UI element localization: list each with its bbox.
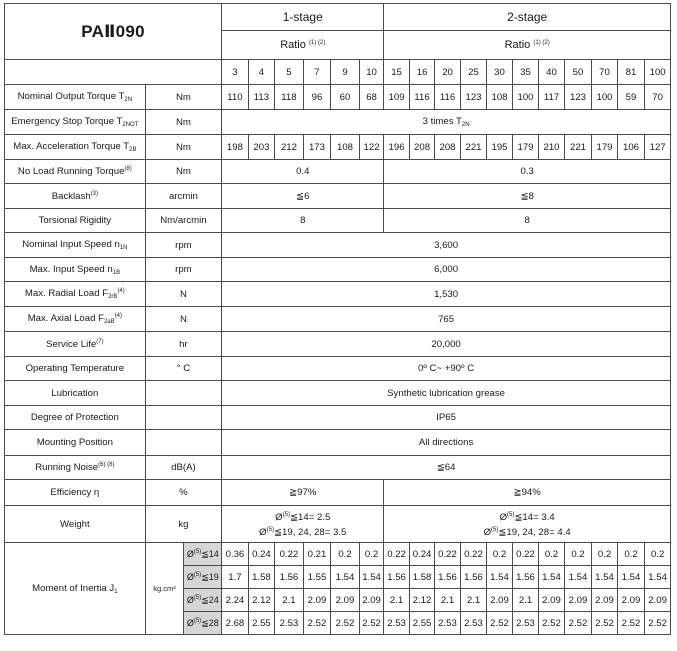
moi-cell: 1.54 <box>331 566 360 589</box>
mounting-value: All directions <box>222 430 671 456</box>
nominal-torque-cell: 100 <box>592 85 617 110</box>
moi-cell: 2.52 <box>359 612 384 635</box>
moi-cell: 2.24 <box>222 589 249 612</box>
moi-cell: 1.58 <box>409 566 434 589</box>
nominal-torque-cell: 100 <box>512 85 539 110</box>
lubrication-unit <box>145 381 221 406</box>
efficiency-stage2: ≧94% <box>384 480 671 506</box>
nominal-torque-cell: 59 <box>617 85 645 110</box>
axial-load-label: Max. Axial Load $F_{2aB}^{(4)}$ <box>5 307 146 332</box>
backlash-unit: arcmin <box>145 184 221 209</box>
ratio-cell: 40 <box>539 60 564 85</box>
emergency-stop-value: 3 times $T_{2N}$ <box>222 110 671 135</box>
emergency-stop-row <box>5 110 671 135</box>
moi-cell: 0.2 <box>331 543 360 566</box>
max-accel-torque-label: Max. Acceleration Torque $T_{2B}$ <box>5 135 146 160</box>
max-accel-torque-cell: 203 <box>248 135 275 160</box>
moi-cell: 2.12 <box>248 589 275 612</box>
backlash-stage1: ≦6 <box>222 184 384 209</box>
max-accel-torque-cell: 208 <box>409 135 434 160</box>
service-life-unit: hr <box>145 332 221 357</box>
moi-cell: 2.52 <box>592 612 617 635</box>
no-load-torque-stage2: 0.3 <box>384 160 671 184</box>
moi-cell: 0.2 <box>539 543 564 566</box>
moi-cell: 0.22 <box>275 543 304 566</box>
moi-cell: 1.54 <box>564 566 592 589</box>
moi-cell: 2.09 <box>359 589 384 612</box>
moi-cell: 0.2 <box>617 543 645 566</box>
protection-row <box>5 406 671 430</box>
moi-cell: 2.52 <box>539 612 564 635</box>
moi-cell: 1.56 <box>384 566 409 589</box>
moi-cell: 2.09 <box>303 589 331 612</box>
moi-cell: 1.56 <box>435 566 460 589</box>
backlash-stage2: ≦8 <box>384 184 671 209</box>
ratio-cell: 50 <box>564 60 592 85</box>
moi-cell: 1.58 <box>248 566 275 589</box>
no-load-torque-row <box>5 160 671 184</box>
shaft-size-cell: $Ø^{(5)}≦24$ <box>184 589 222 612</box>
moi-cell: 2.1 <box>384 589 409 612</box>
torsional-rigidity-row <box>5 209 671 233</box>
nominal-torque-cell: 116 <box>409 85 434 110</box>
moi-cell: 2.09 <box>539 589 564 612</box>
torsional-rigidity-label: Torsional Rigidity <box>5 209 146 233</box>
weight-stage1-line2: $Ø^{(5)}≦19$, 24, 28= 3.5 <box>259 527 347 538</box>
moi-cell: 1.55 <box>303 566 331 589</box>
torsional-rigidity-stage2: 8 <box>384 209 671 233</box>
max-accel-torque-cell: 196 <box>384 135 409 160</box>
nominal-input-speed-unit: rpm <box>145 233 221 258</box>
moi-cell: 2.53 <box>460 612 487 635</box>
moi-cell: 2.09 <box>617 589 645 612</box>
ratio-cell: 9 <box>331 60 360 85</box>
nominal-torque-cell: 70 <box>645 85 671 110</box>
nominal-input-speed-label: Nominal Input Speed $n_{1N}$ <box>5 233 146 258</box>
max-accel-torque-row <box>5 135 671 160</box>
moi-cell: 0.2 <box>487 543 512 566</box>
ratio-cell: 20 <box>435 60 460 85</box>
max-accel-torque-cell: 179 <box>512 135 539 160</box>
moi-cell: 2.09 <box>645 589 671 612</box>
moi-cell: 2.52 <box>303 612 331 635</box>
nominal-torque-cell: 123 <box>460 85 487 110</box>
moi-cell: 2.52 <box>645 612 671 635</box>
efficiency-stage1: ≧97% <box>222 480 384 506</box>
moi-label: Moment of Inertia $J_1$ <box>5 543 146 635</box>
ratio-cell: 81 <box>617 60 645 85</box>
nominal-torque-cell: 60 <box>331 85 360 110</box>
max-accel-torque-cell: 173 <box>303 135 331 160</box>
service-life-label: Service Life$^{(7)}$ <box>5 332 146 357</box>
nominal-torque-cell: 68 <box>359 85 384 110</box>
moi-cell: 1.7 <box>222 566 249 589</box>
torsional-rigidity-unit: Nm/arcmin <box>145 209 221 233</box>
nominal-torque-cell: 110 <box>222 85 249 110</box>
moi-cell: 2.55 <box>248 612 275 635</box>
nominal-torque-cell: 116 <box>435 85 460 110</box>
moi-cell: 1.54 <box>359 566 384 589</box>
max-accel-torque-cell: 208 <box>435 135 460 160</box>
model-title: PAⅡ090 <box>5 4 222 60</box>
weight-stage2-line1: $Ø^{(5)}≦14= 3.4$ <box>499 512 555 523</box>
weight-label: Weight <box>5 506 146 543</box>
ratio-cell: 15 <box>384 60 409 85</box>
moi-cell: 0.2 <box>564 543 592 566</box>
nominal-torque-cell: 96 <box>303 85 331 110</box>
ratio-cell: 16 <box>409 60 434 85</box>
moi-cell: 0.22 <box>460 543 487 566</box>
mounting-unit <box>145 430 221 456</box>
nominal-torque-row <box>5 85 671 110</box>
nominal-torque-cell: 108 <box>487 85 512 110</box>
no-load-torque-label: No Load Running Torque$^{(8)}$ <box>5 160 146 184</box>
stage1-ratio-label: Ratio $^{(1) (2)}$ <box>222 31 384 60</box>
max-accel-torque-cell: 195 <box>487 135 512 160</box>
service-life-row <box>5 332 671 357</box>
moi-cell: 1.54 <box>592 566 617 589</box>
max-accel-torque-cell: 210 <box>539 135 564 160</box>
max-accel-torque-cell: 108 <box>331 135 360 160</box>
shaft-size-cell: $Ø^{(5)}≦19$ <box>184 566 222 589</box>
moi-cell: 2.53 <box>512 612 539 635</box>
moi-cell: 0.2 <box>359 543 384 566</box>
running-noise-label: Running Noise$^{(6) (8)}$ <box>5 456 146 480</box>
moi-cell: 2.1 <box>275 589 304 612</box>
weight-stage1 <box>222 506 384 543</box>
moi-cell: 2.09 <box>564 589 592 612</box>
running-noise-row <box>5 456 671 480</box>
moi-cell: 0.21 <box>303 543 331 566</box>
backlash-label: Backlash$^{(3)}$ <box>5 184 146 209</box>
moi-cell: 0.2 <box>645 543 671 566</box>
efficiency-unit: % <box>145 480 221 506</box>
nominal-torque-cell: 118 <box>275 85 304 110</box>
moi-cell: 2.09 <box>487 589 512 612</box>
moi-cell: 2.09 <box>331 589 360 612</box>
ratio-values-row <box>5 60 671 85</box>
radial-load-unit: N <box>145 282 221 307</box>
mounting-label: Mounting Position <box>5 430 146 456</box>
max-accel-torque-cell: 106 <box>617 135 645 160</box>
moi-cell: 2.53 <box>275 612 304 635</box>
moi-cell: 2.52 <box>564 612 592 635</box>
moi-cell: 1.54 <box>539 566 564 589</box>
nominal-torque-cell: 117 <box>539 85 564 110</box>
moi-cell: 0.24 <box>248 543 275 566</box>
weight-stage2-line2: $Ø^{(5)}≦19$, 24, 28= 4.4 <box>483 527 571 538</box>
protection-label: Degree of Protection <box>5 406 146 430</box>
no-load-torque-unit: Nm <box>145 160 221 184</box>
weight-row <box>5 506 671 543</box>
moi-cell: 1.56 <box>460 566 487 589</box>
stage2-title: 2-stage <box>384 4 671 31</box>
lubrication-label: Lubrication <box>5 381 146 406</box>
ratio-cell: 5 <box>275 60 304 85</box>
torsional-rigidity-stage1: 8 <box>222 209 384 233</box>
max-accel-torque-cell: 221 <box>460 135 487 160</box>
moi-cell: 2.12 <box>409 589 434 612</box>
moi-cell: 0.2 <box>592 543 617 566</box>
ratio-cell: 100 <box>645 60 671 85</box>
running-noise-unit: dB(A) <box>145 456 221 480</box>
moi-cell: 1.54 <box>645 566 671 589</box>
moi-cell: 2.1 <box>435 589 460 612</box>
axial-load-value: 765 <box>222 307 671 332</box>
moi-cell: 1.56 <box>275 566 304 589</box>
shaft-size-cell: $Ø^{(5)}≦28$ <box>184 612 222 635</box>
protection-value: IP65 <box>222 406 671 430</box>
moi-unit: kg.cm² <box>145 543 184 635</box>
spec-table <box>4 3 671 635</box>
weight-unit: kg <box>145 506 221 543</box>
ratio-cell: 10 <box>359 60 384 85</box>
max-accel-torque-cell: 179 <box>592 135 617 160</box>
max-accel-torque-cell: 212 <box>275 135 304 160</box>
emergency-stop-unit: Nm <box>145 110 221 135</box>
moi-cell: 2.52 <box>617 612 645 635</box>
nominal-input-speed-value: 3,600 <box>222 233 671 258</box>
stage2-ratio-label: Ratio $^{(1) (2)}$ <box>384 31 671 60</box>
axial-load-row <box>5 307 671 332</box>
moi-cell: 2.53 <box>384 612 409 635</box>
moi-cell: 2.53 <box>435 612 460 635</box>
nominal-torque-cell: 123 <box>564 85 592 110</box>
max-accel-torque-cell: 122 <box>359 135 384 160</box>
moi-cell: 1.54 <box>617 566 645 589</box>
running-noise-value: ≦64 <box>222 456 671 480</box>
max-accel-torque-cell: 127 <box>645 135 671 160</box>
ratio-row-blank <box>5 60 222 85</box>
operating-temp-value: 0º C~ +90º C <box>222 357 671 381</box>
moi-cell: 2.1 <box>460 589 487 612</box>
ratio-cell: 7 <box>303 60 331 85</box>
moi-cell: 2.09 <box>592 589 617 612</box>
efficiency-row <box>5 480 671 506</box>
shaft-size-cell: $Ø^{(5)}≦14$ <box>184 543 222 566</box>
moi-cell: 2.52 <box>331 612 360 635</box>
moi-cell: 2.55 <box>409 612 434 635</box>
radial-load-label: Max. Radial Load $F_{2rB}^{(4)}$ <box>5 282 146 307</box>
radial-load-value: 1,530 <box>222 282 671 307</box>
moi-cell: 2.1 <box>512 589 539 612</box>
max-input-speed-row <box>5 258 671 282</box>
max-input-speed-label: Max. Input Speed $n_{1B}$ <box>5 258 146 282</box>
nominal-torque-unit: Nm <box>145 85 221 110</box>
moi-cell: 2.68 <box>222 612 249 635</box>
max-input-speed-value: 6,000 <box>222 258 671 282</box>
lubrication-value: Synthetic lubrication grease <box>222 381 671 406</box>
emergency-stop-label: Emergency Stop Torque $T_{2NOT}$ <box>5 110 146 135</box>
moi-cell: 0.22 <box>435 543 460 566</box>
service-life-value: 20,000 <box>222 332 671 357</box>
max-accel-torque-cell: 198 <box>222 135 249 160</box>
max-input-speed-unit: rpm <box>145 258 221 282</box>
no-load-torque-stage1: 0.4 <box>222 160 384 184</box>
ratio-cell: 30 <box>487 60 512 85</box>
moi-cell: 0.24 <box>409 543 434 566</box>
stage1-title: 1-stage <box>222 4 384 31</box>
weight-stage2 <box>384 506 671 543</box>
ratio-cell: 3 <box>222 60 249 85</box>
nominal-torque-cell: 109 <box>384 85 409 110</box>
nominal-torque-cell: 113 <box>248 85 275 110</box>
backlash-row <box>5 184 671 209</box>
operating-temp-row <box>5 357 671 381</box>
ratio-cell: 35 <box>512 60 539 85</box>
moi-row <box>5 543 671 566</box>
ratio-cell: 25 <box>460 60 487 85</box>
weight-stage1-line1: $Ø^{(5)}≦14= 2.5$ <box>275 512 331 523</box>
moi-cell: 1.56 <box>512 566 539 589</box>
moi-cell: 2.52 <box>487 612 512 635</box>
max-accel-torque-unit: Nm <box>145 135 221 160</box>
operating-temp-unit: ° C <box>145 357 221 381</box>
ratio-cell: 4 <box>248 60 275 85</box>
axial-load-unit: N <box>145 307 221 332</box>
nominal-torque-label: Nominal Output Torque $T_{2N}$ <box>5 85 146 110</box>
radial-load-row <box>5 282 671 307</box>
moi-cell: 0.22 <box>512 543 539 566</box>
nominal-input-speed-row <box>5 233 671 258</box>
protection-unit <box>145 406 221 430</box>
lubrication-row <box>5 381 671 406</box>
moi-cell: 0.36 <box>222 543 249 566</box>
operating-temp-label: Operating Temperature <box>5 357 146 381</box>
moi-cell: 1.54 <box>487 566 512 589</box>
mounting-row <box>5 430 671 456</box>
ratio-cell: 70 <box>592 60 617 85</box>
efficiency-label: Efficiency η <box>5 480 146 506</box>
moi-cell: 0.22 <box>384 543 409 566</box>
max-accel-torque-cell: 221 <box>564 135 592 160</box>
